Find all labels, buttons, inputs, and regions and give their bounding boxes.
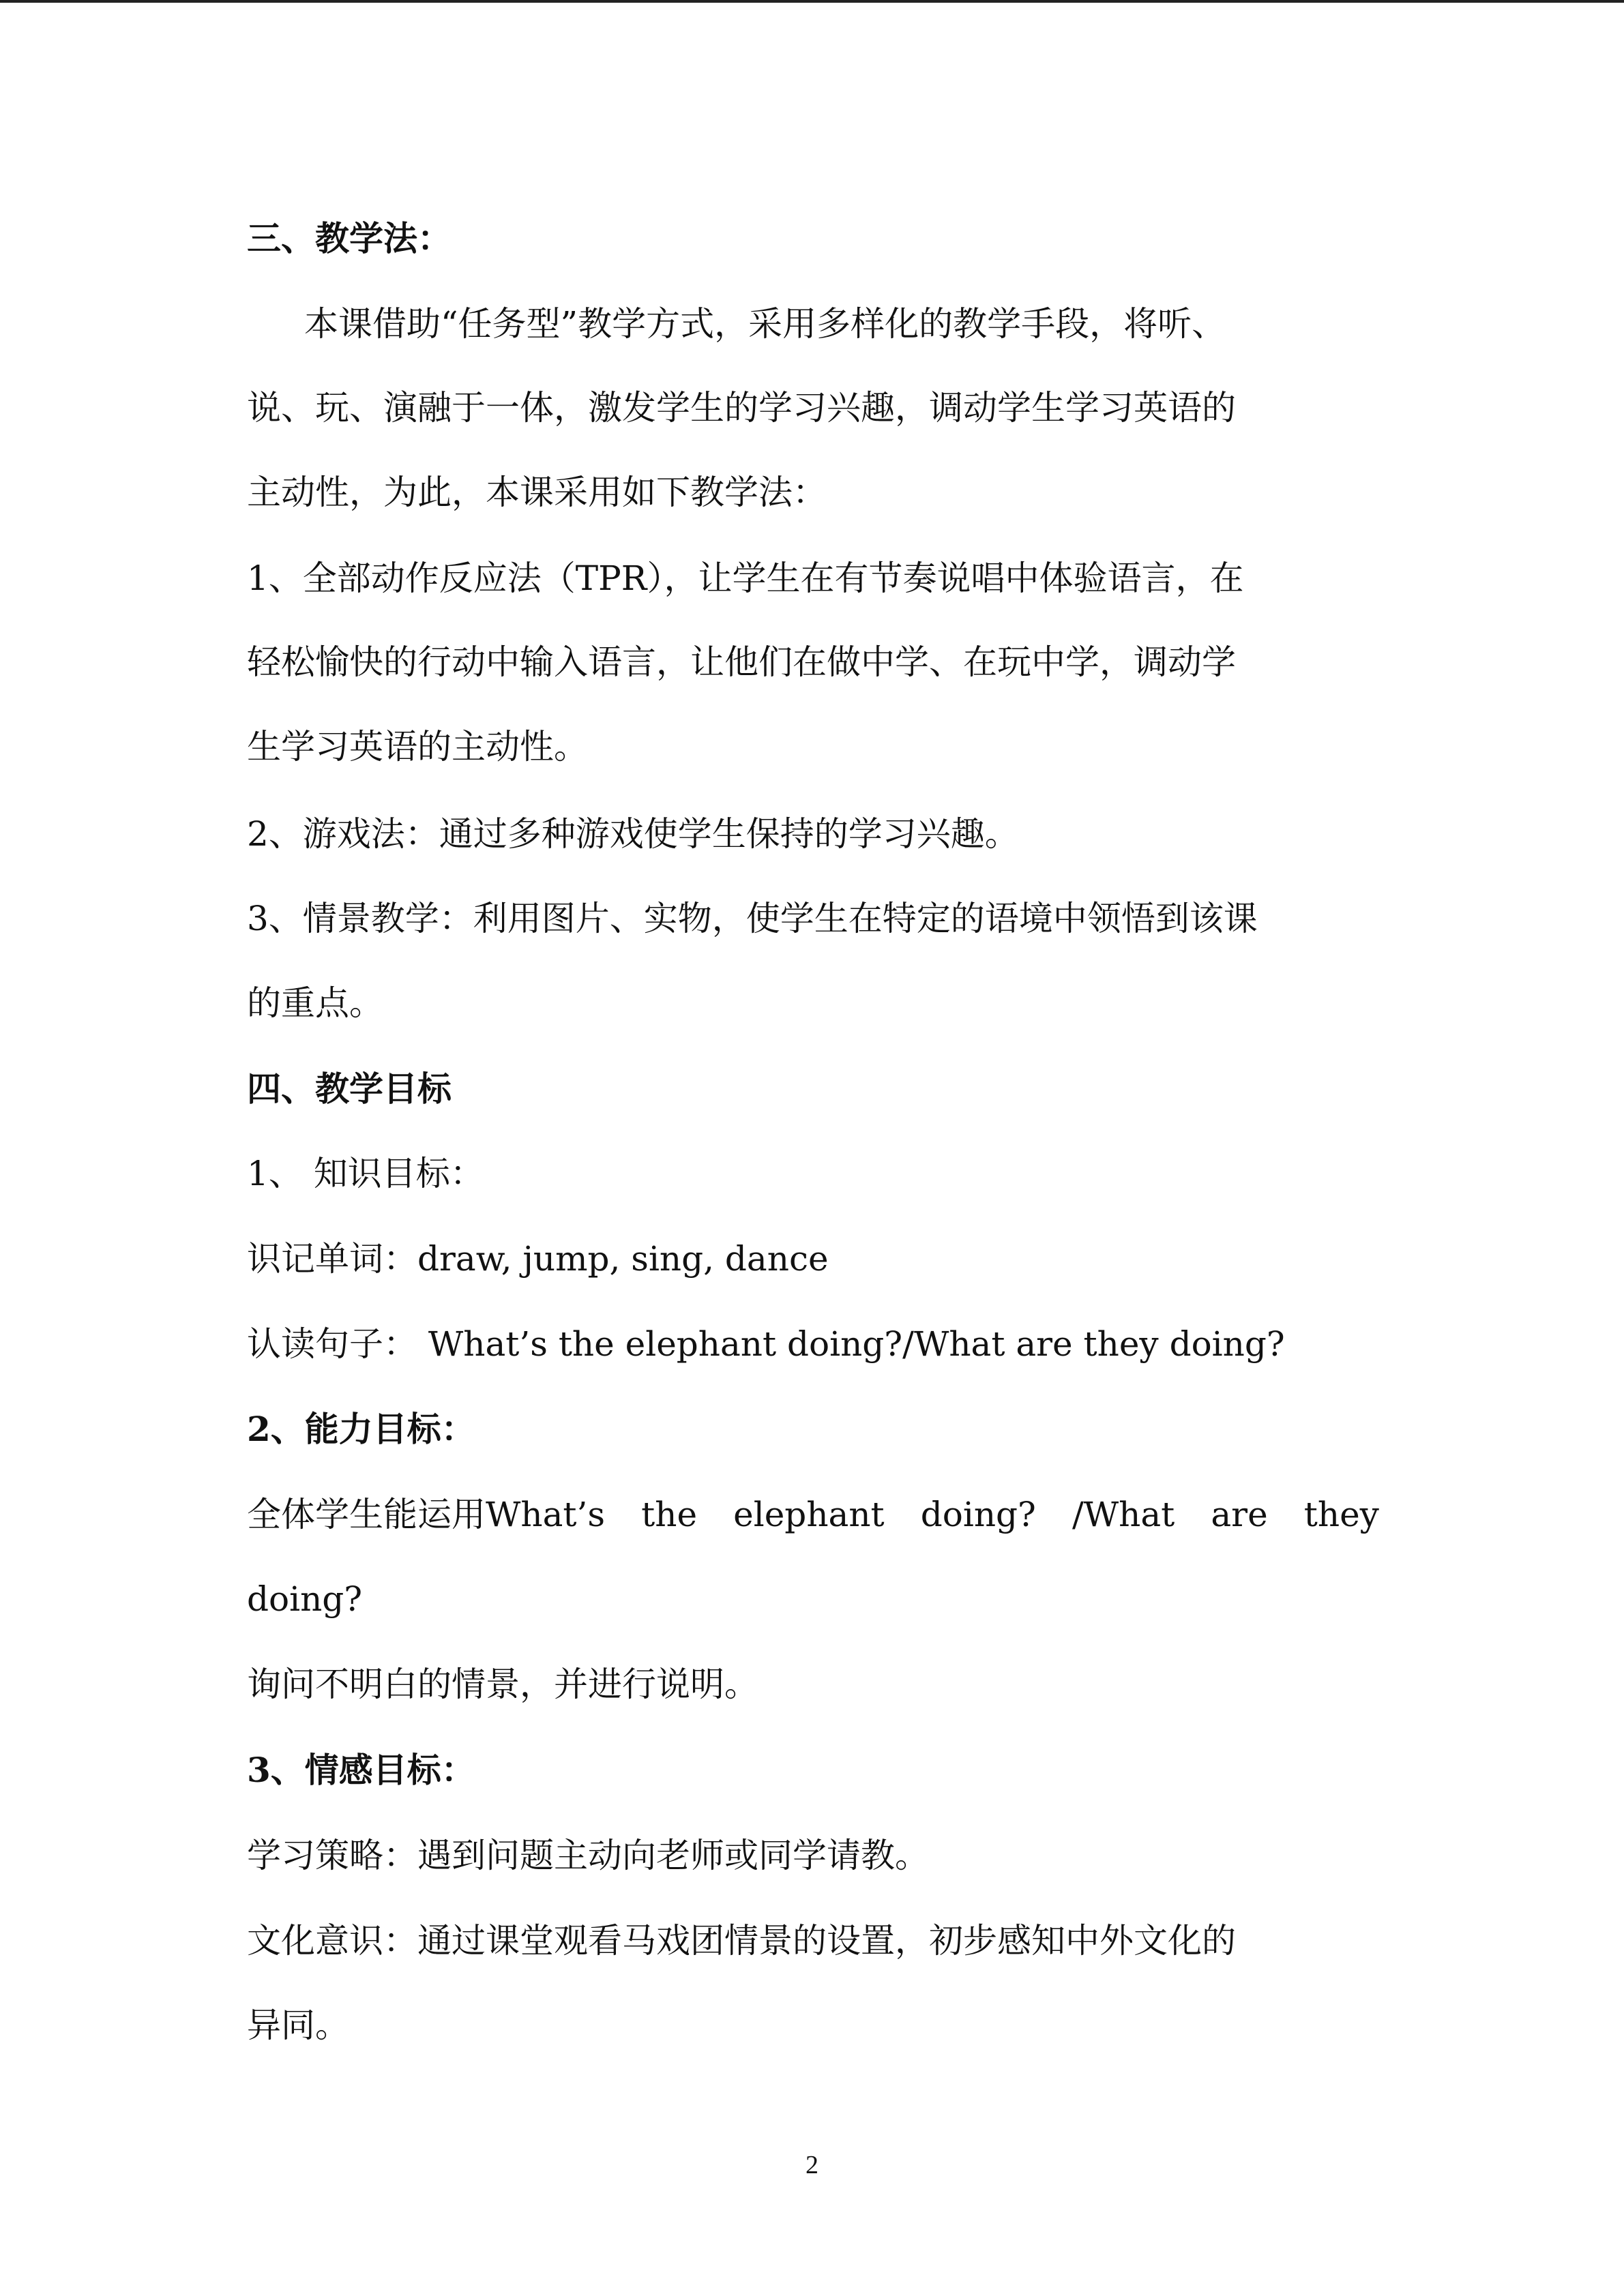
ability-objective-line [247, 1487, 1379, 1542]
subheading-knowledge-objectives: 1、 知识目标： [247, 1154, 484, 1193]
ability-line-word: 全体学生能运用What’s [247, 1495, 606, 1534]
list-item-tpr: 1、全部动作反应法（TPR），让学生在有节奏说唱中体验语言，在 [247, 558, 1244, 598]
ability-line-word: /What [1072, 1495, 1175, 1534]
subheading-emotional-objectives: 3、情感目标： [247, 1750, 475, 1790]
ability-line-word: doing? [920, 1495, 1036, 1534]
subheading-ability-objectives: 2、能力目标： [247, 1409, 475, 1449]
ability-line-word: the [641, 1495, 698, 1534]
section-heading-teaching-objectives: 四、教学目标 [247, 1069, 452, 1109]
paragraph-line: 异同。 [247, 2006, 349, 2045]
list-item-situational-teaching: 3、情景教学：利用图片、实物，使学生在特定的语境中领悟到该课 [247, 899, 1258, 938]
paragraph-line: 询问不明白的情景，并进行说明。 [247, 1665, 758, 1704]
page-number: 2 [806, 2151, 818, 2179]
ability-line-word: elephant [733, 1495, 885, 1534]
paragraph-line: 本课借助“任务型”教学方式，采用多样化的教学手段，将听、 [304, 304, 1226, 344]
paragraph-line: 主动性，为此，本课采用如下教学法： [247, 473, 827, 512]
ability-line-word: are [1211, 1495, 1268, 1534]
paragraph-line: 生学习英语的主动性。 [247, 727, 588, 766]
cultural-awareness-line: 文化意识：通过课堂观看马戏团情景的设置，初步感知中外文化的 [247, 1921, 1236, 1960]
paragraph-line: 轻松愉快的行动中输入语言，让他们在做中学、在玩中学，调动学 [247, 642, 1236, 682]
list-item-game-method: 2、游戏法：通过多种游戏使学生保持的学习兴趣。 [247, 814, 1019, 854]
ability-line-word: they [1303, 1495, 1379, 1534]
paragraph-line: doing? [247, 1579, 363, 1619]
vocabulary-line: 识记单词：draw, jump, sing, dance [247, 1239, 829, 1279]
section-heading-teaching-methods: 三、教学法： [247, 218, 452, 258]
paragraph-line: 说、玩、演融于一体，激发学生的学习兴趣，调动学生学习英语的 [247, 388, 1236, 428]
sentence-reading-line: 认读句子： What’s the elephant doing?/What are they doing? [247, 1324, 1285, 1364]
learning-strategy-line: 学习策略：遇到问题主动向老师或同学请教。 [247, 1836, 929, 1875]
paragraph-line: 的重点。 [247, 983, 383, 1023]
top-border-line [0, 0, 1624, 3]
